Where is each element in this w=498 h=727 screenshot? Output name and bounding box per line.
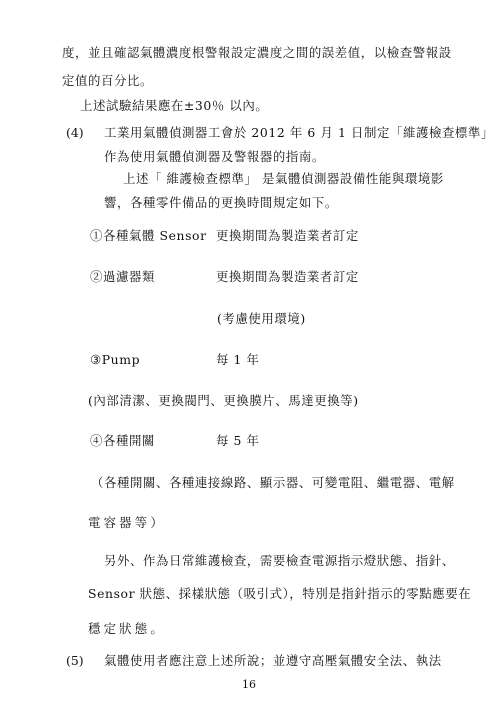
part-note: （各種開關、各種連接線路、顯示器、可變電阻、繼電器、電解 (91, 475, 455, 490)
part-rule: 每 1 年 (216, 352, 260, 367)
page-number: 16 (242, 678, 256, 691)
part-name: ②過濾器類 (90, 269, 155, 284)
item-number: (5) (66, 653, 84, 668)
item-number: (4) (66, 125, 84, 140)
paragraph-line: 工業用氣體偵測器工會於 2012 年 6 月 1 日制定「維護檢查標準」 (104, 125, 494, 140)
paragraph-line: 作為使用氣體偵測器及警報器的指南。 (104, 149, 325, 164)
part-name: ④各種開關 (90, 433, 155, 448)
part-name: ①各種氣體 Sensor (90, 228, 207, 243)
part-rule: 每 5 年 (216, 433, 260, 448)
paragraph-line: 穩定狀態。 (88, 621, 166, 636)
paragraph-line: 響，各種零件備品的更換時間規定如下。 (104, 195, 338, 210)
paragraph-line: 另外、作為日常維護檢查，需要檢查電源指示燈狀態、指針、 (104, 553, 455, 568)
paragraph-line: 上述試驗結果應在±30％ 以內。 (80, 98, 269, 113)
paragraph-line: Sensor 狀態、採樣狀態（吸引式），特別是指針指示的零點應要在 (88, 586, 472, 601)
part-note: (考慮使用環境) (217, 311, 306, 326)
part-rule: 更換期間為製造業者訂定 (216, 228, 359, 243)
part-note: 電容器等） (88, 515, 166, 530)
paragraph-line: 上述「 維護檢查標準」 是氣體偵測器設備性能與環境影 (123, 171, 444, 186)
paragraph-line: 定值的百分比。 (62, 73, 153, 88)
paragraph-line: 度，並且確認氣體濃度根警報設定濃度之間的誤差值，以檢查警報設 (62, 45, 452, 60)
part-note: (內部清潔、更換閥門、更換膜片、馬達更換等) (88, 393, 359, 408)
part-name: ③Pump (90, 352, 141, 367)
part-rule: 更換期間為製造業者訂定 (216, 269, 359, 284)
paragraph-line: 氣體使用者應注意上述所說；並遵守高壓氣體安全法、執法 (104, 653, 442, 668)
